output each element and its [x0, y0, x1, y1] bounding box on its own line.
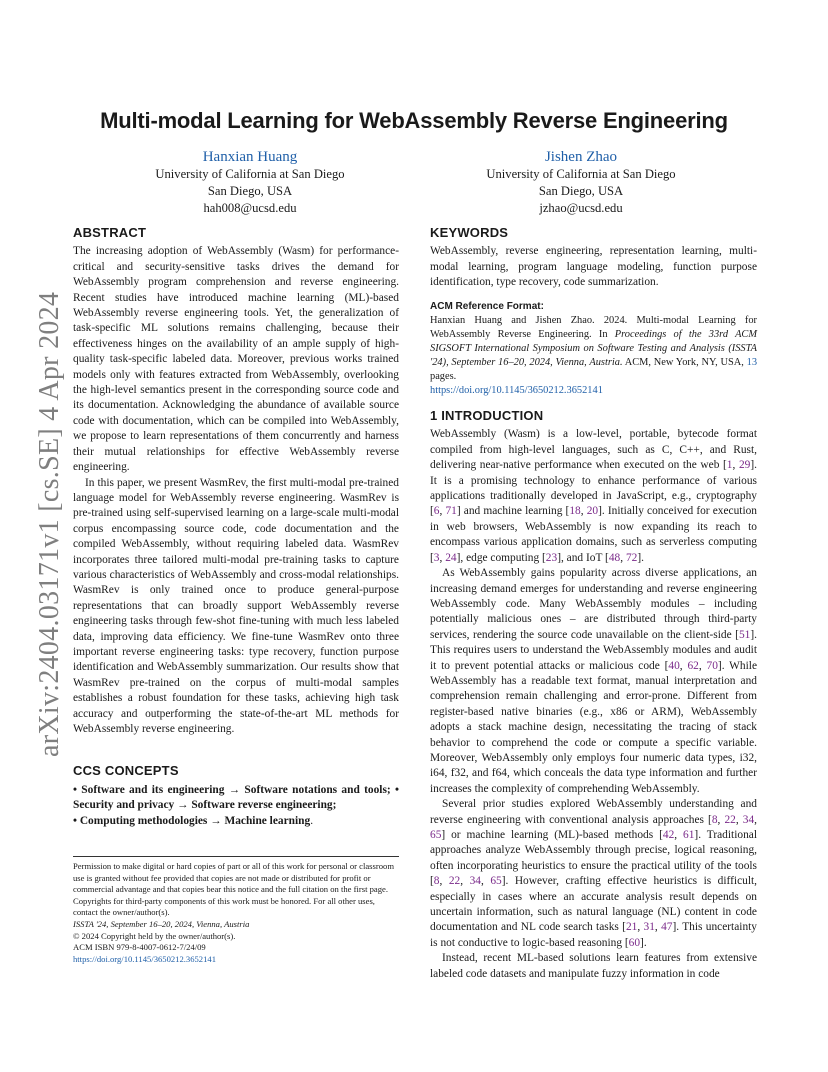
citation-link[interactable]: 65	[430, 829, 442, 841]
citation-link[interactable]: 31	[643, 921, 655, 934]
intro-paragraph	[430, 797, 757, 951]
intro-text: ,	[637, 921, 644, 934]
left-column	[73, 225, 399, 829]
citation-link[interactable]: 22	[724, 813, 736, 826]
acm-reference	[430, 314, 757, 398]
citation-link[interactable]: 22	[448, 875, 461, 888]
intro-text: ,	[717, 813, 725, 826]
intro-text: Several prior studies explored WebAssembly understanding and reverse engineering with conventional analysis approaches [	[430, 798, 757, 826]
permission-notice: Permission to make digital or hard copies of part or all of this work for personal or classroom use is granted without fee provided that copies are not made or distributed for profit or commercial advantage and that copies bear this notice and the full citation on the first page. Copyrights for third-party components of this work must be honored. For all other uses, contact the owner/author(s).	[73, 861, 394, 918]
ccs-heading: CCS CONCEPTS	[73, 763, 179, 779]
citation-link[interactable]: 71	[445, 505, 457, 518]
intro-text: ,	[698, 659, 707, 672]
intro-text: ,	[460, 875, 470, 888]
intro-text: ,	[439, 875, 449, 888]
intro-text: ] or machine learning (ML)-based methods [	[441, 829, 663, 841]
arxiv-stamp	[14, 291, 65, 757]
keywords-text: WebAssembly, reverse engineering, representation learning, multi-modal learning, program language modeling, function purpose identification, type recovery, code summarization.	[430, 245, 757, 289]
citation-link[interactable]: 24	[445, 551, 457, 564]
intro-text: ]. Traditional approaches analyze WebAssembly through precise, logical reasoning, often incorporating heuristics to ensure the practical utility of the tools [	[430, 829, 757, 888]
citation-link[interactable]: 23	[545, 551, 558, 564]
intro-text: ]. However, crafting effective heuristics is difficult, especially in cases where an accurate analysis result depends on uncertain information, such as natural language (NL) content in code documentation and NL code search tasks [	[430, 875, 758, 934]
citation-link[interactable]: 8	[433, 875, 440, 888]
citation-link[interactable]: 47	[661, 921, 673, 934]
arxiv-stamp-text: arXiv:2404.03171v1 [cs.SE] 4 Apr 2024	[34, 291, 65, 757]
intro-text: ,	[620, 551, 626, 564]
author-affiliation: University of California at San Diego	[486, 167, 676, 181]
intro-text: ,	[674, 829, 684, 841]
intro-text: ], and IoT [	[557, 551, 609, 564]
intro-text: ,	[580, 505, 587, 518]
venue-line: ISSTA '24, September 16–20, 2024, Vienna, Austria	[73, 918, 250, 929]
intro-text: ]. This uncertainty is not conductive to logic-based reasoning [	[430, 921, 757, 949]
ccs-item: • Security and privacy → Software reverse engineering;	[73, 783, 399, 812]
citation-link[interactable]: 62	[687, 659, 699, 672]
paper-title: Multi-modal Learning for WebAssembly Reverse Engineering	[100, 108, 728, 133]
intro-text: ].	[637, 551, 644, 564]
citation-link[interactable]: 21	[625, 921, 638, 934]
author-email: jzhao@ucsd.edu	[539, 201, 623, 215]
author-location: San Diego, USA	[538, 184, 624, 198]
keywords-heading: KEYWORDS	[430, 225, 509, 240]
citation-link[interactable]: 40	[668, 659, 680, 672]
intro-text: ,	[439, 505, 446, 518]
author-location: San Diego, USA	[207, 184, 293, 198]
author-name[interactable]: Hanxian Huang	[202, 149, 298, 165]
right-column	[430, 225, 757, 982]
footnote	[73, 856, 399, 965]
citation-link[interactable]: 1	[726, 459, 733, 472]
citation-link[interactable]: 65	[490, 875, 502, 888]
intro-text: WebAssembly (Wasm) is a low-level, portable, bytecode format compiled from high-level languages, such as C, C++, and Rust, delivering near-native performance when executed on the web [	[430, 428, 757, 472]
copyright-line: © 2024 Copyright held by the owner/author(s).	[73, 930, 236, 941]
isbn-line: ACM ISBN 979-8-4007-0612-7/24/09	[73, 942, 206, 953]
author-block	[431, 148, 731, 217]
citation-link[interactable]: 29	[738, 459, 751, 472]
citation-link[interactable]: 70	[706, 659, 718, 672]
ccs-end: .	[310, 814, 314, 827]
intro-text: ]. It is a promising technology to enhance performance of various applications traditionally developed in JavaScript, e.g., cryptography [	[430, 459, 757, 518]
citation-link[interactable]: 34	[742, 813, 755, 826]
intro-text: ]. Initially conceived for execution in web browsers, WebAssembly is now expanding its reach to encompass various application domains, such as serverless computing [	[430, 505, 758, 564]
abstract-paragraph: The increasing adoption of WebAssembly (Wasm) for performance-critical and security-sensitive tasks drives the demand for WebAssembly program comprehension and reverse engineering. Recent studies have introduced machine learning (ML)-based WebAssembly reverse engineering tools. Yet, the generalization of task-specific ML solutions remains challenging, because their effectiveness hinges on the availability of an ample supply of high-quality task-specific labeled data. Moreover, previous works trained models only with features extracted from WebAssembly, overlooking the high-level semantics present in the corresponding source code and its documentation. Acknowledging the abundance of available source code with documentation, which can be compiled into WebAssembly, we propose to learn representations of them concurrently and harness their mutual relationships for effective WebAssembly reverse engineering.	[73, 245, 399, 474]
citation-link[interactable]: 6	[433, 505, 440, 518]
acm-reference-heading: ACM Reference Format:	[430, 300, 544, 312]
citation-link[interactable]: 51	[738, 628, 751, 641]
abstract-paragraph: In this paper, we present WasmRev, the first multi-modal pre-trained language model for WebAssembly reverse engineering. WasmRev is pre-trained using self-supervised learning on a large-scale multi-modal corpus encompassing source code, code documentation and the compiled WebAssembly, without requiring labeled data. WasmRev incorporates three tailored multi-modal pre-training tasks to capture various characteristics of WebAssembly and cross-modal relationships. WasmRev is only trained once to produce general-purpose representations that can broadly support WebAssembly reverse engineering tasks through few-shot fine-tuning with much less labeled data, improving data efficiency. We fine-tune WasmRev onto three important reverse engineering tasks: type recovery, function purpose identification and WebAssembly summarization. Our results show that WasmRev pre-trained on the corpus of multi-modal samples establishes a robust foundation for these tasks, achieving high task accuracy and outperforming the state-of-the-art ML methods for WebAssembly reverse engineering.	[73, 476, 399, 735]
intro-text: ,	[654, 921, 662, 934]
intro-text: ,	[679, 659, 688, 672]
author-name[interactable]: Jishen Zhao	[544, 149, 618, 165]
ccs-item: • Computing methodologies → Machine learning	[73, 814, 311, 827]
intro-text: ]. This requires users to understand the WebAssembly modules and audit it to prevent potential attacks or malicious code [	[430, 628, 757, 672]
intro-text: As WebAssembly gains popularity across diverse applications, an increasing demand emerges for understanding and reverse engineering WebAssembly code. Many WebAssembly modules – including potentially malicious ones – are distributed through third-party services, rendering the source code unavailable on the client-side [	[430, 567, 757, 641]
acm-ref-text: ACM, New York, NY, USA,	[622, 357, 747, 369]
intro-text: ,	[480, 875, 491, 888]
acm-doi-link[interactable]: https://doi.org/10.1145/3650212.3652141	[430, 385, 603, 397]
citation-link[interactable]: 42	[662, 829, 675, 841]
abstract-heading: ABSTRACT	[73, 225, 147, 240]
citation-link[interactable]: 48	[608, 551, 621, 564]
intro-text: ] and machine learning [	[456, 505, 570, 518]
intro-paragraph: Instead, recent ML-based solutions learn features from extensive labeled code datasets and manipulate fuzzy information in code	[430, 952, 757, 980]
intro-text: ]. While WebAssembly has a readable text format, manual interpretation and comprehension remain challenging and error-prone. Different from register-based native binaries (e.g., x86 or ARM), WebAssembly adopts a stack machine design, necessitating the tracing of stack behavior to comprehend the code or compute a specific variable. Moreover, WebAssembly only employs four numeric data types, i32, i64, f32, and f64, which conceals the data type information and further increases the complexity of comprehending WebAssembly.	[430, 659, 758, 795]
intro-text: ,	[735, 813, 743, 826]
citation-link[interactable]: 72	[625, 551, 638, 564]
intro-text: ].	[640, 936, 647, 949]
citation-link[interactable]: 3	[433, 551, 440, 564]
citation-link[interactable]: 61	[683, 829, 695, 841]
citation-link[interactable]: 8	[711, 813, 718, 826]
introduction-heading: 1 INTRODUCTION	[430, 408, 544, 424]
author-block	[100, 148, 400, 217]
intro-paragraph	[430, 427, 757, 566]
ccs-concepts	[73, 783, 399, 829]
acm-ref-text: Hanxian Huang and Jishen Zhao. 2024. Multi-modal Learning for WebAssembly Reverse Engineering. In	[430, 315, 757, 341]
ccs-item: • Software and its engineering → Software notations and tools;	[73, 783, 391, 796]
intro-text: ,	[439, 551, 446, 564]
author-email: hah008@ucsd.edu	[203, 201, 297, 215]
author-affiliation: University of California at San Diego	[155, 167, 345, 181]
intro-text: ,	[754, 813, 758, 826]
doi-link[interactable]: https://doi.org/10.1145/3650212.3652141	[73, 953, 216, 964]
citation-link[interactable]: 20	[586, 505, 599, 518]
intro-text: ], edge computing [	[456, 551, 546, 564]
intro-paragraph	[430, 566, 757, 797]
acm-ref-text: pages.	[430, 371, 457, 383]
acm-ref-proceedings: Proceedings of the 33rd ACM SIGSOFT International Symposium on Software Testing and Analysis (ISSTA '24), September 16–20, 2024, Vienna, Austria.	[430, 329, 757, 369]
page-count-link[interactable]: 13	[746, 357, 758, 369]
citation-link[interactable]: 60	[628, 936, 641, 949]
citation-link[interactable]: 18	[569, 505, 581, 518]
citation-link[interactable]: 34	[469, 875, 481, 888]
intro-text: ,	[732, 459, 739, 472]
